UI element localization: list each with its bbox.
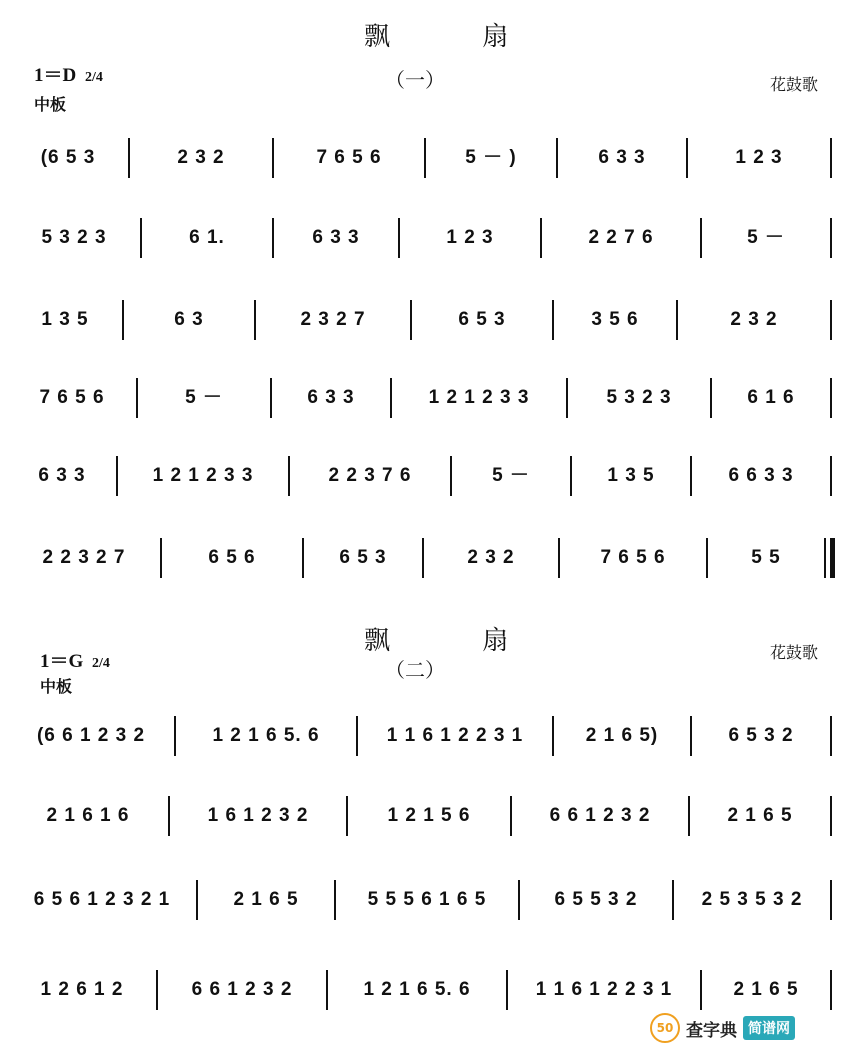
piece1-subtitle: （一）	[385, 68, 445, 92]
barline	[398, 218, 400, 258]
measure: 2 2 7 6	[588, 227, 654, 248]
measure: 6 5 6 1 2 3 2 1	[33, 889, 171, 910]
barline	[510, 796, 512, 836]
piece2-key	[40, 646, 110, 673]
barline	[506, 970, 508, 1010]
barline	[566, 378, 568, 418]
score-line	[0, 128, 850, 188]
barline	[700, 970, 702, 1010]
measure: 2 5 3 5 3 2	[701, 889, 803, 910]
measure: 7 6 5 6	[316, 147, 382, 168]
measure: 5 5	[751, 547, 781, 568]
measure: (6 5 3	[40, 147, 96, 168]
watermark-logo[interactable]	[650, 1013, 840, 1043]
measure: 1 1 6 1 2 2 3 1	[535, 979, 673, 1000]
measure: 6 6 3 3	[728, 465, 794, 486]
barline	[140, 218, 142, 258]
barline	[700, 218, 702, 258]
barline	[552, 716, 554, 756]
barline	[830, 218, 832, 258]
measure: 1 1 6 1 2 2 3 1	[386, 725, 524, 746]
measure: 1 2 6 1 2	[40, 979, 124, 1000]
measure: 6 5 6	[208, 547, 256, 568]
barline	[422, 538, 424, 578]
barline	[830, 138, 832, 178]
measure: 1 2 1 6 5. 6	[363, 979, 471, 1000]
barline	[136, 378, 138, 418]
measure: 7 6 5 6	[39, 387, 105, 408]
logo-site-name: 查字典	[686, 1020, 737, 1041]
barline	[552, 300, 554, 340]
score-line	[0, 208, 850, 268]
barline	[272, 218, 274, 258]
measure: 5 －	[747, 227, 785, 248]
piece2-key-text: 1＝G	[40, 651, 84, 672]
measure: 2 3 2	[177, 147, 225, 168]
barline	[570, 456, 572, 496]
piece1-tempo: 中板	[34, 95, 67, 114]
barline	[830, 456, 832, 496]
measure: 1 2 1 2 3 3	[152, 465, 254, 486]
measure: 1 6 1 2 3 2	[207, 805, 309, 826]
piece2-tempo: 中板	[40, 677, 73, 696]
barline	[556, 138, 558, 178]
barline	[122, 300, 124, 340]
measure: 5 －	[185, 387, 223, 408]
barline	[288, 456, 290, 496]
measure: 6 3	[174, 309, 204, 330]
barline	[168, 796, 170, 836]
measure: 6 1 6	[747, 387, 795, 408]
barline	[160, 538, 162, 578]
score-line	[0, 960, 850, 1020]
barline	[672, 880, 674, 920]
barline	[540, 218, 542, 258]
score-line	[0, 706, 850, 766]
barline	[410, 300, 412, 340]
measure: 1 3 5	[607, 465, 655, 486]
measure: 7 6 5 6	[600, 547, 666, 568]
barline	[824, 538, 826, 578]
barline	[326, 970, 328, 1010]
measure: 6 6 1 2 3 2	[191, 979, 293, 1000]
measure: 2 3 2 7	[300, 309, 366, 330]
measure: 6 3 3	[38, 465, 86, 486]
measure: 1 2 1 5 6	[387, 805, 471, 826]
measure: 2 1 6 5	[233, 889, 299, 910]
logo-badge: 简谱网	[743, 1016, 795, 1040]
measure: 6 5 3	[339, 547, 387, 568]
barline	[128, 138, 130, 178]
measure: 1 3 5	[41, 309, 89, 330]
piece1-key-text: 1＝D	[34, 65, 77, 86]
barline	[450, 456, 452, 496]
barline	[334, 880, 336, 920]
piece2-time-signature: 2/4	[92, 656, 110, 671]
measure: 1 2 1 2 3 3	[428, 387, 530, 408]
barline	[518, 880, 520, 920]
barline	[302, 538, 304, 578]
measure: 1 2 3	[446, 227, 494, 248]
measure: 5 5 5 6 1 6 5	[367, 889, 487, 910]
barline	[272, 138, 274, 178]
measure: 5 － )	[465, 147, 517, 168]
barline	[830, 716, 832, 756]
measure: 6 3 3	[598, 147, 646, 168]
piece2-genre: 花鼓歌	[770, 643, 819, 662]
measure: 6 3 3	[312, 227, 360, 248]
measure: 6 5 3	[458, 309, 506, 330]
logo-mark-icon: 50	[650, 1013, 680, 1043]
piece2-title: 飘 扇	[364, 626, 551, 656]
measure: 6 6 1 2 3 2	[549, 805, 651, 826]
barline	[688, 796, 690, 836]
barline	[156, 970, 158, 1010]
measure: 6 1.	[189, 227, 225, 248]
score-line	[0, 870, 850, 930]
barline	[356, 716, 358, 756]
measure: 1 2 1 6 5. 6	[212, 725, 320, 746]
measure: 3 5 6	[591, 309, 639, 330]
score-line	[0, 446, 850, 506]
barline	[830, 378, 832, 418]
measure: 5 3 2 3	[606, 387, 672, 408]
measure: 1 2 3	[735, 147, 783, 168]
barline	[690, 716, 692, 756]
barline	[174, 716, 176, 756]
barline	[346, 796, 348, 836]
barline	[676, 300, 678, 340]
barline	[830, 970, 832, 1010]
measure: (6 6 1 2 3 2	[36, 725, 146, 746]
piece2-subtitle: （二）	[385, 658, 445, 682]
barline	[254, 300, 256, 340]
barline	[830, 796, 832, 836]
barline	[710, 378, 712, 418]
measure: 2 3 2	[467, 547, 515, 568]
barline	[424, 138, 426, 178]
measure: 6 5 5 3 2	[554, 889, 638, 910]
barline	[830, 300, 832, 340]
measure: 2 1 6 5	[727, 805, 793, 826]
score-line	[0, 368, 850, 428]
measure: 6 5 3 2	[728, 725, 794, 746]
barline	[706, 538, 708, 578]
score-line	[0, 786, 850, 846]
measure: 5 －	[492, 465, 530, 486]
piece1-key	[34, 60, 103, 87]
barline	[686, 138, 688, 178]
measure: 5 3 2 3	[41, 227, 107, 248]
measure: 2 2 3 7 6	[328, 465, 412, 486]
measure: 2 2 3 2 7	[42, 547, 126, 568]
barline	[196, 880, 198, 920]
score-line	[0, 290, 850, 350]
barline	[558, 538, 560, 578]
barline	[690, 456, 692, 496]
piece1-title: 飘 扇	[364, 22, 551, 52]
measure: 2 1 6 5	[733, 979, 799, 1000]
barline	[390, 378, 392, 418]
barline	[830, 880, 832, 920]
measure: 2 1 6 1 6	[46, 805, 130, 826]
barline	[116, 456, 118, 496]
piece1-time-signature: 2/4	[84, 70, 103, 85]
piece1-genre: 花鼓歌	[770, 75, 819, 94]
measure: 2 1 6 5)	[585, 725, 659, 746]
measure: 6 3 3	[307, 387, 355, 408]
measure: 2 3 2	[730, 309, 778, 330]
barline	[270, 378, 272, 418]
score-line	[0, 528, 850, 588]
